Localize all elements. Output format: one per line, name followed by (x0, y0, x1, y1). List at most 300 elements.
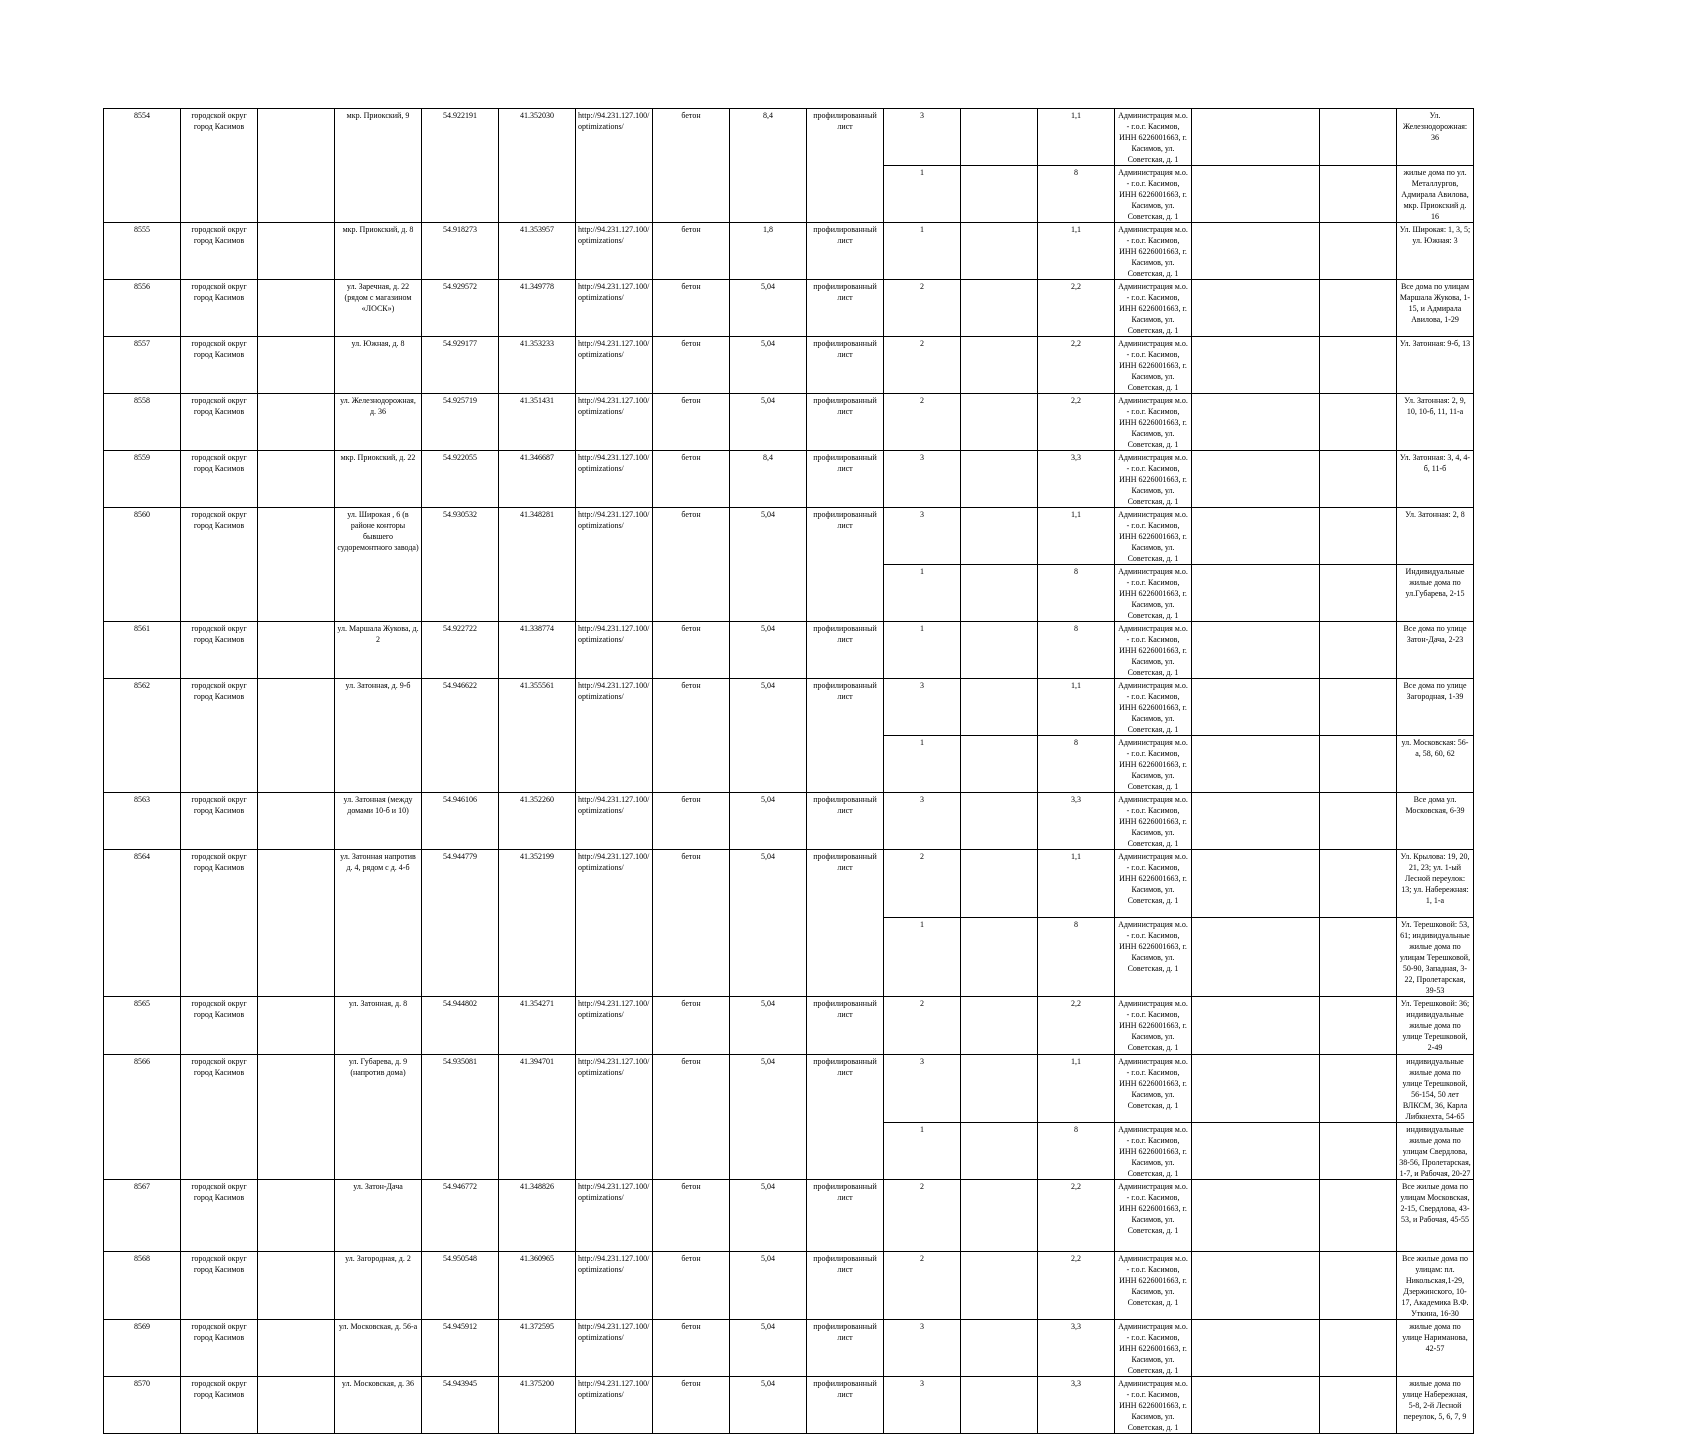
area-cell: 5,04 (730, 1377, 807, 1434)
surface-cell: бетон (653, 1252, 730, 1320)
empty-cell (1192, 918, 1320, 997)
address-cell: мкр. Приокский, 9 (335, 109, 422, 223)
area-cell: 8,4 (730, 109, 807, 223)
served-objects-cell: Ул. Железнодорожная: 36 (1397, 109, 1474, 166)
empty-cell (961, 736, 1038, 793)
table-row (104, 508, 1581, 565)
row-number-cell: 8568 (104, 1252, 181, 1320)
empty-cell (1320, 394, 1397, 451)
container-volume-cell: 1,1 (1038, 223, 1115, 280)
served-objects-cell: Все дома по улице Загородная, 1-39 (1397, 679, 1474, 736)
district-cell: городской округ город Касимов (181, 1252, 258, 1320)
empty-cell (961, 451, 1038, 508)
longitude-cell: 41.348826 (499, 1180, 576, 1252)
owner-cell: Администрация м.о. - г.о.г. Касимов, ИНН 6226001663, г. Касимов, ул. Советская, д. 1 (1115, 451, 1192, 508)
row-number-cell: 8564 (104, 850, 181, 997)
row-number-cell: 8554 (104, 109, 181, 223)
empty-cell (961, 1252, 1038, 1320)
owner-cell: Администрация м.о. - г.о.г. Касимов, ИНН 6226001663, г. Касимов, ул. Советская, д. 1 (1115, 679, 1192, 736)
owner-cell: Администрация м.о. - г.о.г. Касимов, ИНН 6226001663, г. Касимов, ул. Советская, д. 1 (1115, 850, 1192, 918)
empty-cell (1192, 337, 1320, 394)
fence-cell: профилированный лист (807, 622, 884, 679)
empty-cell (1320, 166, 1397, 223)
district-cell: городской округ город Касимов (181, 850, 258, 997)
empty-cell (1320, 1320, 1397, 1377)
empty-cell (1192, 508, 1320, 565)
served-objects-cell: индивидуальные жилые дома по улицам Свердлова, 38-56, Пролетарская, 1-7, и Рабочая, 20-27 (1397, 1123, 1474, 1180)
owner-cell: Администрация м.о. - г.о.г. Касимов, ИНН 6226001663, г. Касимов, ул. Советская, д. 1 (1115, 280, 1192, 337)
empty-cell (1192, 394, 1320, 451)
row-number-cell: 8567 (104, 1180, 181, 1252)
empty-cell (1320, 1252, 1397, 1320)
district-cell: городской округ город Касимов (181, 508, 258, 622)
table-row (104, 997, 1581, 1055)
address-cell: ул. Затонная, д. 9-б (335, 679, 422, 793)
empty-cell (1320, 1180, 1397, 1252)
fence-cell: профилированный лист (807, 337, 884, 394)
row-number-cell: 8569 (104, 1320, 181, 1377)
empty-cell (1320, 1377, 1397, 1434)
area-cell: 5,04 (730, 997, 807, 1055)
owner-cell: Администрация м.о. - г.о.г. Касимов, ИНН 6226001663, г. Касимов, ул. Советская, д. 1 (1115, 223, 1192, 280)
surface-cell: бетон (653, 1377, 730, 1434)
surface-cell: бетон (653, 1055, 730, 1180)
address-cell: ул. Затон-Дача (335, 1180, 422, 1252)
served-objects-cell: Все жилые дома по улицам Московская, 2-15, Свердлова, 43-53, и Рабочая, 45-55 (1397, 1180, 1474, 1252)
address-cell: ул. Московская, д. 56-а (335, 1320, 422, 1377)
container-count-cell: 1 (884, 565, 961, 622)
empty-cell (258, 679, 335, 793)
container-volume-cell: 2,2 (1038, 394, 1115, 451)
container-volume-cell: 3,3 (1038, 793, 1115, 850)
surface-cell: бетон (653, 997, 730, 1055)
url-cell: http://94.231.127.100/optimizations/ (576, 280, 653, 337)
url-cell: http://94.231.127.100/optimizations/ (576, 679, 653, 793)
address-cell: ул. Затонная напротив д. 4, рядом с д. 4-б (335, 850, 422, 997)
owner-cell: Администрация м.о. - г.о.г. Касимов, ИНН 6226001663, г. Касимов, ул. Советская, д. 1 (1115, 1377, 1192, 1434)
container-count-cell: 1 (884, 918, 961, 997)
area-cell: 5,04 (730, 280, 807, 337)
surface-cell: бетон (653, 109, 730, 223)
served-objects-cell: жилые дома по улице Нариманова, 42-57 (1397, 1320, 1474, 1377)
longitude-cell: 41.375200 (499, 1377, 576, 1434)
empty-cell (1320, 223, 1397, 280)
latitude-cell: 54.925719 (422, 394, 499, 451)
served-objects-cell: Ул. Терешковой: 53, 61; индивидуальные жилые дома по улицам Терешковой, 50-90, Западная, 3-22, Пролетарская, 39-53 (1397, 918, 1474, 997)
row-number-cell: 8565 (104, 997, 181, 1055)
district-cell: городской округ город Касимов (181, 394, 258, 451)
address-cell: ул. Маршала Жукова, д. 2 (335, 622, 422, 679)
fence-cell: профилированный лист (807, 109, 884, 223)
container-volume-cell: 3,3 (1038, 451, 1115, 508)
row-number-cell: 8560 (104, 508, 181, 622)
row-number-cell: 8566 (104, 1055, 181, 1180)
url-cell: http://94.231.127.100/optimizations/ (576, 109, 653, 223)
table-row (104, 1180, 1581, 1252)
empty-cell (961, 166, 1038, 223)
empty-cell (961, 223, 1038, 280)
latitude-cell: 54.922055 (422, 451, 499, 508)
area-cell: 5,04 (730, 850, 807, 997)
empty-cell (258, 1180, 335, 1252)
container-count-cell: 2 (884, 850, 961, 918)
table-row (104, 1377, 1581, 1434)
address-cell: ул. Железнодорожная, д. 36 (335, 394, 422, 451)
empty-cell (258, 997, 335, 1055)
fence-cell: профилированный лист (807, 394, 884, 451)
owner-cell: Администрация м.о. - г.о.г. Касимов, ИНН 6226001663, г. Касимов, ул. Советская, д. 1 (1115, 337, 1192, 394)
served-objects-cell: Все дома по улицам Маршала Жукова, 1-15, и Адмирала Авилова, 1-29 (1397, 280, 1474, 337)
container-volume-cell: 8 (1038, 622, 1115, 679)
owner-cell: Администрация м.о. - г.о.г. Касимов, ИНН 6226001663, г. Касимов, ул. Советская, д. 1 (1115, 166, 1192, 223)
surface-cell: бетон (653, 223, 730, 280)
district-cell: городской округ город Касимов (181, 1320, 258, 1377)
served-objects-cell: Ул. Затонная: 2, 9, 10, 10-б, 11, 11-а (1397, 394, 1474, 451)
owner-cell: Администрация м.о. - г.о.г. Касимов, ИНН 6226001663, г. Касимов, ул. Советская, д. 1 (1115, 1055, 1192, 1123)
empty-cell (258, 508, 335, 622)
table-row (104, 280, 1581, 337)
row-number-cell: 8559 (104, 451, 181, 508)
empty-cell (1192, 166, 1320, 223)
fence-cell: профилированный лист (807, 508, 884, 622)
empty-cell (1192, 622, 1320, 679)
container-volume-cell: 8 (1038, 565, 1115, 622)
container-volume-cell: 2,2 (1038, 280, 1115, 337)
empty-cell (1320, 451, 1397, 508)
fence-cell: профилированный лист (807, 223, 884, 280)
address-cell: ул. Губарева, д. 9 (напротив дома) (335, 1055, 422, 1180)
area-cell: 5,04 (730, 1180, 807, 1252)
empty-cell (1192, 451, 1320, 508)
latitude-cell: 54.935081 (422, 1055, 499, 1180)
empty-cell (258, 622, 335, 679)
owner-cell: Администрация м.о. - г.о.г. Касимов, ИНН 6226001663, г. Касимов, ул. Советская, д. 1 (1115, 109, 1192, 166)
longitude-cell: 41.360965 (499, 1252, 576, 1320)
empty-cell (1320, 337, 1397, 394)
container-volume-cell: 1,1 (1038, 850, 1115, 918)
address-cell: мкр. Приокский, д. 8 (335, 223, 422, 280)
container-count-cell: 2 (884, 337, 961, 394)
fence-cell: профилированный лист (807, 1377, 884, 1434)
longitude-cell: 41.354271 (499, 997, 576, 1055)
empty-cell (1192, 850, 1320, 918)
latitude-cell: 54.930532 (422, 508, 499, 622)
fence-cell: профилированный лист (807, 793, 884, 850)
area-cell: 5,04 (730, 508, 807, 622)
empty-cell (961, 1320, 1038, 1377)
url-cell: http://94.231.127.100/optimizations/ (576, 508, 653, 622)
table-row (104, 451, 1581, 508)
district-cell: городской округ город Касимов (181, 337, 258, 394)
surface-cell: бетон (653, 679, 730, 793)
empty-cell (1320, 793, 1397, 850)
latitude-cell: 54.945912 (422, 1320, 499, 1377)
empty-cell (961, 280, 1038, 337)
empty-cell (1320, 736, 1397, 793)
longitude-cell: 41.349778 (499, 280, 576, 337)
container-volume-cell: 8 (1038, 736, 1115, 793)
owner-cell: Администрация м.о. - г.о.г. Касимов, ИНН 6226001663, г. Касимов, ул. Советская, д. 1 (1115, 508, 1192, 565)
longitude-cell: 41.352260 (499, 793, 576, 850)
latitude-cell: 54.946772 (422, 1180, 499, 1252)
table-row (104, 1252, 1581, 1320)
longitude-cell: 41.338774 (499, 622, 576, 679)
table-row (104, 1320, 1581, 1377)
empty-cell (1192, 223, 1320, 280)
served-objects-cell: Ул. Терешковой: 36; индивидуальные жилые дома по улице Терешковой, 2-49 (1397, 997, 1474, 1055)
empty-cell (1192, 736, 1320, 793)
container-count-cell: 1 (884, 166, 961, 223)
container-count-cell: 2 (884, 280, 961, 337)
area-cell: 5,04 (730, 394, 807, 451)
row-number-cell: 8570 (104, 1377, 181, 1434)
area-cell: 5,04 (730, 1320, 807, 1377)
address-cell: ул. Затонная (между домами 10-б и 10) (335, 793, 422, 850)
url-cell: http://94.231.127.100/optimizations/ (576, 1320, 653, 1377)
longitude-cell: 41.372595 (499, 1320, 576, 1377)
latitude-cell: 54.946106 (422, 793, 499, 850)
container-count-cell: 3 (884, 508, 961, 565)
served-objects-cell: Ул. Широкая: 1, 3, 5; ул. Южная: 3 (1397, 223, 1474, 280)
fence-cell: профилированный лист (807, 679, 884, 793)
container-volume-cell: 8 (1038, 166, 1115, 223)
container-volume-cell: 2,2 (1038, 337, 1115, 394)
container-count-cell: 3 (884, 1055, 961, 1123)
container-volume-cell: 8 (1038, 918, 1115, 997)
district-cell: городской округ город Касимов (181, 622, 258, 679)
fence-cell: профилированный лист (807, 280, 884, 337)
served-objects-cell: индивидуальные жилые дома по улице Терешковой, 56-154, 50 лет ВЛКСМ, 36, Карла Либкнехта, 54-65 (1397, 1055, 1474, 1123)
url-cell: http://94.231.127.100/optimizations/ (576, 1180, 653, 1252)
empty-cell (961, 997, 1038, 1055)
served-objects-cell: Ул. Затонная: 3, 4, 4-б, 11-б (1397, 451, 1474, 508)
container-count-cell: 3 (884, 679, 961, 736)
longitude-cell: 41.348281 (499, 508, 576, 622)
area-cell: 5,04 (730, 793, 807, 850)
container-count-cell: 3 (884, 793, 961, 850)
empty-cell (1192, 1055, 1320, 1123)
district-cell: городской округ город Касимов (181, 1055, 258, 1180)
latitude-cell: 54.929572 (422, 280, 499, 337)
url-cell: http://94.231.127.100/optimizations/ (576, 622, 653, 679)
district-cell: городской округ город Касимов (181, 1180, 258, 1252)
district-cell: городской округ город Касимов (181, 679, 258, 793)
container-volume-cell: 8 (1038, 1123, 1115, 1180)
area-cell: 5,04 (730, 1055, 807, 1180)
container-count-cell: 2 (884, 394, 961, 451)
address-cell: мкр. Приокский, д. 22 (335, 451, 422, 508)
empty-cell (258, 1377, 335, 1434)
fence-cell: профилированный лист (807, 1180, 884, 1252)
empty-cell (1320, 679, 1397, 736)
served-objects-cell: Индивидуальные жилые дома по ул.Губарева, 2-15 (1397, 565, 1474, 622)
empty-cell (961, 109, 1038, 166)
fence-cell: профилированный лист (807, 850, 884, 997)
container-volume-cell: 3,3 (1038, 1377, 1115, 1434)
table-row (104, 622, 1581, 679)
empty-cell (961, 565, 1038, 622)
empty-cell (1320, 1123, 1397, 1180)
fence-cell: профилированный лист (807, 1055, 884, 1180)
empty-cell (961, 394, 1038, 451)
empty-cell (258, 109, 335, 223)
empty-cell (1192, 565, 1320, 622)
empty-cell (961, 679, 1038, 736)
table-row (104, 850, 1581, 918)
empty-cell (961, 508, 1038, 565)
latitude-cell: 54.929177 (422, 337, 499, 394)
address-cell: ул. Заречная, д. 22 (рядом с магазином «ЛОСК») (335, 280, 422, 337)
empty-cell (1192, 1320, 1320, 1377)
row-number-cell: 8557 (104, 337, 181, 394)
empty-cell (258, 793, 335, 850)
url-cell: http://94.231.127.100/optimizations/ (576, 394, 653, 451)
container-volume-cell: 1,1 (1038, 1055, 1115, 1123)
fence-cell: профилированный лист (807, 1320, 884, 1377)
address-cell: ул. Широкая , 6 (в районе конторы бывшего судоремонтного завода) (335, 508, 422, 622)
container-count-cell: 3 (884, 109, 961, 166)
district-cell: городской округ город Касимов (181, 280, 258, 337)
served-objects-cell: жилые дома по улице Набережная, 5-8, 2-й Лесной переулок, 5, 6, 7, 9 (1397, 1377, 1474, 1434)
table-body (104, 109, 1581, 1434)
longitude-cell: 41.352199 (499, 850, 576, 997)
container-volume-cell: 2,2 (1038, 997, 1115, 1055)
area-cell: 5,04 (730, 337, 807, 394)
district-cell: городской округ город Касимов (181, 997, 258, 1055)
url-cell: http://94.231.127.100/optimizations/ (576, 1377, 653, 1434)
surface-cell: бетон (653, 850, 730, 997)
surface-cell: бетон (653, 622, 730, 679)
url-cell: http://94.231.127.100/optimizations/ (576, 1252, 653, 1320)
container-count-cell: 1 (884, 223, 961, 280)
container-count-cell: 2 (884, 997, 961, 1055)
served-objects-cell: Ул. Крылова: 19, 20, 21, 23; ул. 1-ый Лесной переулок: 13; ул. Набережная: 1, 1-а (1397, 850, 1474, 918)
surface-cell: бетон (653, 280, 730, 337)
served-objects-cell: Ул. Затонная: 9-б, 13 (1397, 337, 1474, 394)
empty-cell (1192, 109, 1320, 166)
owner-cell: Администрация м.о. - г.о.г. Касимов, ИНН 6226001663, г. Касимов, ул. Советская, д. 1 (1115, 1252, 1192, 1320)
area-cell: 1,8 (730, 223, 807, 280)
empty-cell (961, 1123, 1038, 1180)
fence-cell: профилированный лист (807, 997, 884, 1055)
address-cell: ул. Затонная, д. 8 (335, 997, 422, 1055)
served-objects-cell: Ул. Затонная: 2, 8 (1397, 508, 1474, 565)
table-row (104, 679, 1581, 736)
surface-cell: бетон (653, 1320, 730, 1377)
owner-cell: Администрация м.о. - г.о.г. Касимов, ИНН 6226001663, г. Касимов, ул. Советская, д. 1 (1115, 918, 1192, 997)
area-cell: 8,4 (730, 451, 807, 508)
table-row (104, 223, 1581, 280)
empty-cell (258, 337, 335, 394)
table-row (104, 1055, 1581, 1123)
owner-cell: Администрация м.о. - г.о.г. Касимов, ИНН 6226001663, г. Касимов, ул. Советская, д. 1 (1115, 394, 1192, 451)
row-number-cell: 8563 (104, 793, 181, 850)
table-row (104, 394, 1581, 451)
served-objects-cell: Все дома ул. Московская, 6-39 (1397, 793, 1474, 850)
longitude-cell: 41.394701 (499, 1055, 576, 1180)
empty-cell (1192, 1123, 1320, 1180)
latitude-cell: 54.946622 (422, 679, 499, 793)
latitude-cell: 54.944802 (422, 997, 499, 1055)
container-volume-cell: 2,2 (1038, 1252, 1115, 1320)
surface-cell: бетон (653, 451, 730, 508)
empty-cell (961, 1180, 1038, 1252)
served-objects-cell: ул. Московская: 56-а, 58, 60, 62 (1397, 736, 1474, 793)
district-cell: городской округ город Касимов (181, 793, 258, 850)
empty-cell (1192, 997, 1320, 1055)
url-cell: http://94.231.127.100/optimizations/ (576, 223, 653, 280)
owner-cell: Администрация м.о. - г.о.г. Касимов, ИНН 6226001663, г. Касимов, ул. Советская, д. 1 (1115, 736, 1192, 793)
empty-cell (1320, 1055, 1397, 1123)
address-cell: ул. Южная, д. 8 (335, 337, 422, 394)
empty-cell (1192, 679, 1320, 736)
empty-cell (961, 622, 1038, 679)
latitude-cell: 54.950548 (422, 1252, 499, 1320)
url-cell: http://94.231.127.100/optimizations/ (576, 337, 653, 394)
container-count-cell: 1 (884, 622, 961, 679)
empty-cell (1192, 1252, 1320, 1320)
empty-cell (258, 850, 335, 997)
owner-cell: Администрация м.о. - г.о.г. Касимов, ИНН 6226001663, г. Касимов, ул. Советская, д. 1 (1115, 622, 1192, 679)
longitude-cell: 41.352030 (499, 109, 576, 223)
latitude-cell: 54.943945 (422, 1377, 499, 1434)
url-cell: http://94.231.127.100/optimizations/ (576, 793, 653, 850)
empty-cell (1320, 565, 1397, 622)
container-volume-cell: 2,2 (1038, 1180, 1115, 1252)
empty-cell (258, 1320, 335, 1377)
served-objects-cell: Все дома по улице Затон-Дача, 2-23 (1397, 622, 1474, 679)
surface-cell: бетон (653, 508, 730, 622)
empty-cell (961, 1377, 1038, 1434)
empty-cell (961, 850, 1038, 918)
container-volume-cell: 1,1 (1038, 508, 1115, 565)
empty-cell (1320, 918, 1397, 997)
empty-cell (961, 918, 1038, 997)
latitude-cell: 54.922722 (422, 622, 499, 679)
empty-cell (1192, 1377, 1320, 1434)
container-volume-cell: 1,1 (1038, 109, 1115, 166)
container-count-cell: 3 (884, 1320, 961, 1377)
longitude-cell: 41.353957 (499, 223, 576, 280)
fence-cell: профилированный лист (807, 451, 884, 508)
longitude-cell: 41.351431 (499, 394, 576, 451)
url-cell: http://94.231.127.100/optimizations/ (576, 451, 653, 508)
district-cell: городской округ город Касимов (181, 109, 258, 223)
url-cell: http://94.231.127.100/optimizations/ (576, 1055, 653, 1180)
empty-cell (1320, 622, 1397, 679)
container-count-cell: 3 (884, 451, 961, 508)
served-objects-cell: жилые дома по ул. Металлургов, Адмирала Авилова, мкр. Приокский д. 16 (1397, 166, 1474, 223)
longitude-cell: 41.355561 (499, 679, 576, 793)
empty-cell (1320, 280, 1397, 337)
fence-cell: профилированный лист (807, 1252, 884, 1320)
empty-cell (961, 793, 1038, 850)
area-cell: 5,04 (730, 622, 807, 679)
container-count-cell: 1 (884, 1123, 961, 1180)
empty-cell (258, 451, 335, 508)
table-row (104, 337, 1581, 394)
empty-cell (1320, 508, 1397, 565)
empty-cell (961, 1055, 1038, 1123)
address-cell: ул. Загородная, д. 2 (335, 1252, 422, 1320)
row-number-cell: 8562 (104, 679, 181, 793)
surface-cell: бетон (653, 1180, 730, 1252)
owner-cell: Администрация м.о. - г.о.г. Касимов, ИНН 6226001663, г. Касимов, ул. Советская, д. 1 (1115, 565, 1192, 622)
empty-cell (1192, 280, 1320, 337)
longitude-cell: 41.353233 (499, 337, 576, 394)
table-row (104, 109, 1581, 166)
owner-cell: Администрация м.о. - г.о.г. Касимов, ИНН 6226001663, г. Касимов, ул. Советская, д. 1 (1115, 1320, 1192, 1377)
